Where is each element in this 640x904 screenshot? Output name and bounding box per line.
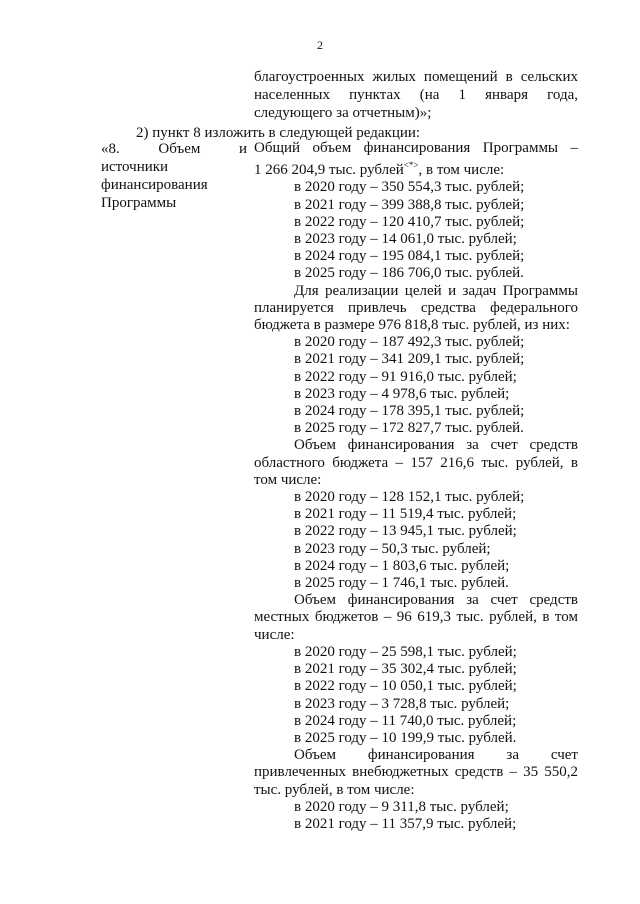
year-line: в 2020 году – 350 554,3 тыс. рублей;	[294, 179, 525, 196]
year-line: в 2022 году – 13 945,1 тыс. рублей;	[294, 523, 517, 540]
year-line: в 2025 году – 186 706,0 тыс. рублей.	[294, 265, 524, 282]
offbudget-text-line: тыс. рублей, в том числе:	[254, 781, 415, 798]
offbudget-text-line: Объем финансирования за счет	[294, 747, 578, 764]
point-heading: 2) пункт 8 изложить в следующей редакции:	[136, 125, 421, 141]
label-line: источники	[101, 159, 169, 175]
year-line: в 2021 году – 11 519,4 тыс. рублей;	[294, 506, 517, 523]
year-line: в 2025 году – 10 199,9 тыс. рублей.	[294, 729, 517, 746]
year-line: в 2024 году – 1 803,6 тыс. рублей;	[294, 557, 510, 574]
regional-text-line: том числе:	[254, 471, 322, 488]
federal-text-line: Для реализации целей и задач Программы	[294, 282, 578, 299]
year-line: в 2021 году – 35 302,4 тыс. рублей;	[294, 661, 517, 678]
year-line: в 2020 году – 9 311,8 тыс. рублей;	[294, 798, 509, 815]
local-text-line: местных бюджетов – 96 619,3 тыс. рублей, в том	[254, 609, 578, 626]
label-line: Программы	[101, 195, 177, 211]
total-amount: 1 266 204,9 тыс. рублей	[254, 162, 404, 179]
year-line: в 2022 году – 10 050,1 тыс. рублей;	[294, 678, 517, 695]
year-line: в 2022 году – 120 410,7 тыс. рублей;	[294, 213, 525, 230]
label-line	[101, 140, 247, 158]
label-word: Объем	[158, 141, 201, 157]
year-line: в 2021 году – 341 209,1 тыс. рублей;	[294, 351, 525, 368]
intro-paragraph	[254, 68, 578, 122]
year-line: в 2021 году – 11 357,9 тыс. рублей;	[294, 815, 517, 832]
local-text-line: числе:	[254, 626, 295, 643]
financing-text-column	[254, 140, 578, 833]
federal-text-line: планируется привлечь средства федерального	[254, 299, 578, 316]
offbudget-text-line: привлеченных внебюджетных средств – 35 550,2	[254, 764, 578, 781]
year-line: в 2023 году – 50,3 тыс. рублей;	[294, 540, 491, 557]
year-line: в 2021 году – 399 388,8 тыс. рублей;	[294, 196, 525, 213]
label-line: финансирования	[101, 177, 208, 193]
label-conjunction: и	[238, 141, 247, 157]
year-line: в 2025 году – 172 827,7 тыс. рублей.	[294, 420, 524, 437]
year-line: в 2025 году – 1 746,1 тыс. рублей.	[294, 575, 509, 592]
federal-text-line: бюджета в размере 976 818,8 тыс. рублей, из них:	[254, 317, 570, 334]
year-line: в 2024 году – 178 395,1 тыс. рублей;	[294, 403, 525, 420]
intro-line: следующего за отчетным)»;	[254, 105, 432, 121]
total-tail: , в том числе:	[418, 162, 505, 179]
intro-line: благоустроенных жилых помещений в сельских	[254, 69, 578, 85]
year-line: в 2022 году – 91 916,0 тыс. рублей;	[294, 368, 517, 385]
year-line: в 2020 году – 25 598,1 тыс. рублей;	[294, 643, 517, 660]
year-line: в 2023 году – 3 728,8 тыс. рублей;	[294, 695, 510, 712]
local-text-line: Объем финансирования за счет средств	[294, 592, 578, 609]
year-line: в 2024 году – 11 740,0 тыс. рублей;	[294, 712, 517, 729]
regional-text-line: Объем финансирования за счет средств	[294, 437, 578, 454]
regional-text-line: областного бюджета – 157 216,6 тыс. рублей, в	[254, 454, 578, 471]
year-line: в 2024 году – 195 084,1 тыс. рублей;	[294, 248, 525, 265]
year-line: в 2023 году – 4 978,6 тыс. рублей;	[294, 385, 510, 402]
total-line	[254, 157, 578, 179]
page-number: 2	[317, 38, 323, 52]
year-line: в 2020 году – 128 152,1 тыс. рублей;	[294, 489, 525, 506]
year-line: в 2020 году – 187 492,3 тыс. рублей;	[294, 334, 525, 351]
year-line: в 2023 году – 14 061,0 тыс. рублей;	[294, 231, 517, 248]
footnote-mark: <*>	[403, 160, 419, 171]
left-label-column	[101, 140, 247, 212]
total-line: Общий объем финансирования Программы –	[254, 140, 578, 156]
label-number: «8.	[101, 141, 120, 157]
intro-line: населенных пунктах (на 1 января года,	[254, 87, 578, 103]
